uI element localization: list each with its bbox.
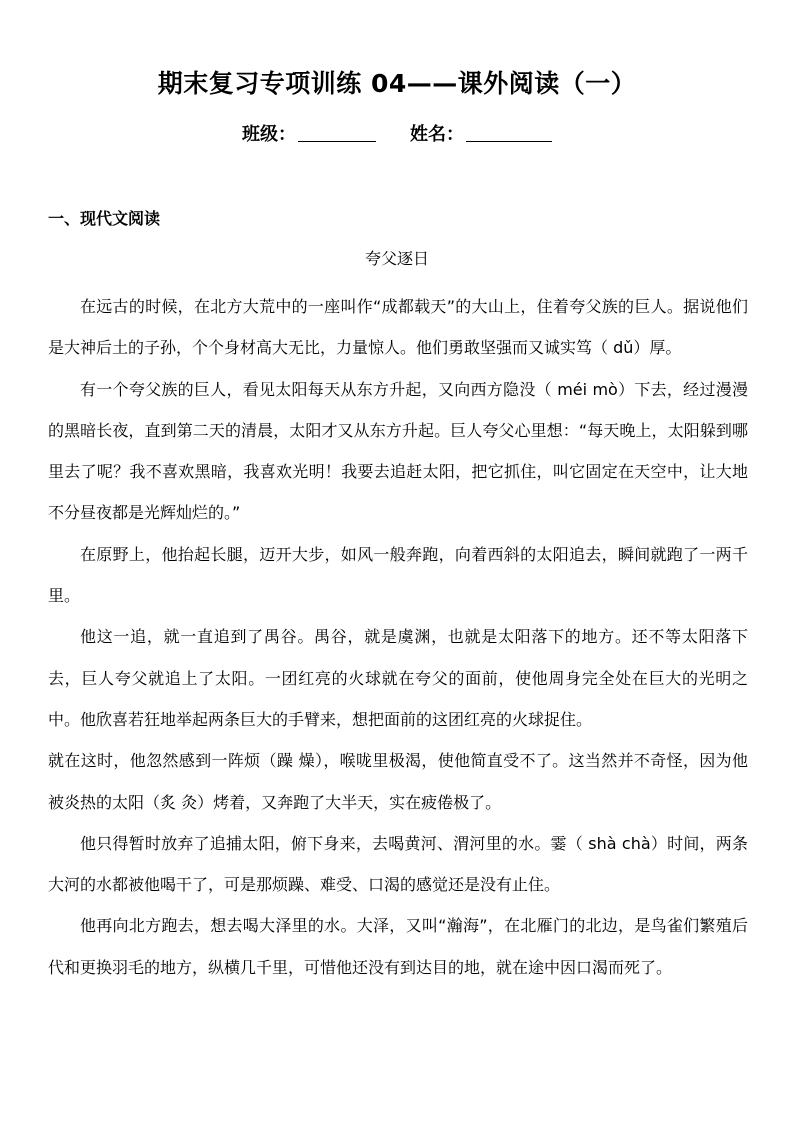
class-blank: [298, 121, 376, 142]
paragraph: 他这一追，就一直追到了禺谷。禺谷，就是虞渊，也就是太阳落下的地方。还不等太阳落下去，巨人夸父就追上了太阳。一团红亮的火球就在夸父的面前，使他周身完全处在巨大的光明之中。他欣喜若狂地举起两条巨大的手臂来，想把面前的这团红亮的火球捉住。: [48, 627, 748, 729]
passage-title: 夸父逐日: [364, 249, 429, 268]
paragraph: 有一个夸父族的巨人，看见太阳每天从东方升起，又向西方隐没（ méi mò）下去，经过漫漫的黑暗长夜，直到第二天的清晨，太阳才又从东方升起。巨人夸父心里想：“每天晚上，太阳躲到哪里去了呢？我不喜欢黑暗，我喜欢光明！我要去追赶太阳，把它抓住，叫它固定在天空中，让大地不分昼夜都是光辉灿烂的。”: [48, 379, 748, 523]
class-label: 班级：: [242, 124, 296, 145]
paragraph: 他只得暂时放弃了追捕太阳，俯下身来，去喝黄河、渭河里的水。霎（ shà chà）时间，两条大河的水都被他喝干了，可是那烦躁、难受、口渴的感觉还是没有止住。: [48, 833, 748, 895]
page-title: 期末复习专项训练 04——课外阅读（一）: [157, 69, 637, 98]
passage-body: [48, 286, 748, 988]
paragraph: 在远古的时候，在北方大荒中的一座叫作“成都载天”的大山上，住着夸父族的巨人。据说他们是大神后土的子孙，个个身材高大无比，力量惊人。他们勇敢坚强而又诚实笃（ dǔ）厚。: [48, 297, 748, 358]
paragraph: 就在这时，他忽然感到一阵烦（躁 燥），喉咙里极渴，使他简直受不了。这当然并不奇怪，因为他被炎热的太阳（炙 灸）烤着，又奔跑了大半天，实在疲倦极了。: [48, 751, 748, 812]
name-label: 姓名：: [410, 124, 464, 145]
section-heading: 一、现代文阅读: [48, 209, 161, 228]
paragraph: 他再向北方跑去，想去喝大泽里的水。大泽，又叫“瀚海”，在北雁门的北边，是鸟雀们繁殖后代和更换羽毛的地方，纵横几千里，可惜他还没有到达目的地，就在途中因口渴而死了。: [48, 916, 748, 977]
student-info-line: [0, 120, 794, 146]
paragraph: 在原野上，他抬起长腿，迈开大步，如风一般奔跑，向着西斜的太阳追去，瞬间就跑了一两千里。: [48, 544, 748, 606]
name-blank: [466, 121, 552, 142]
